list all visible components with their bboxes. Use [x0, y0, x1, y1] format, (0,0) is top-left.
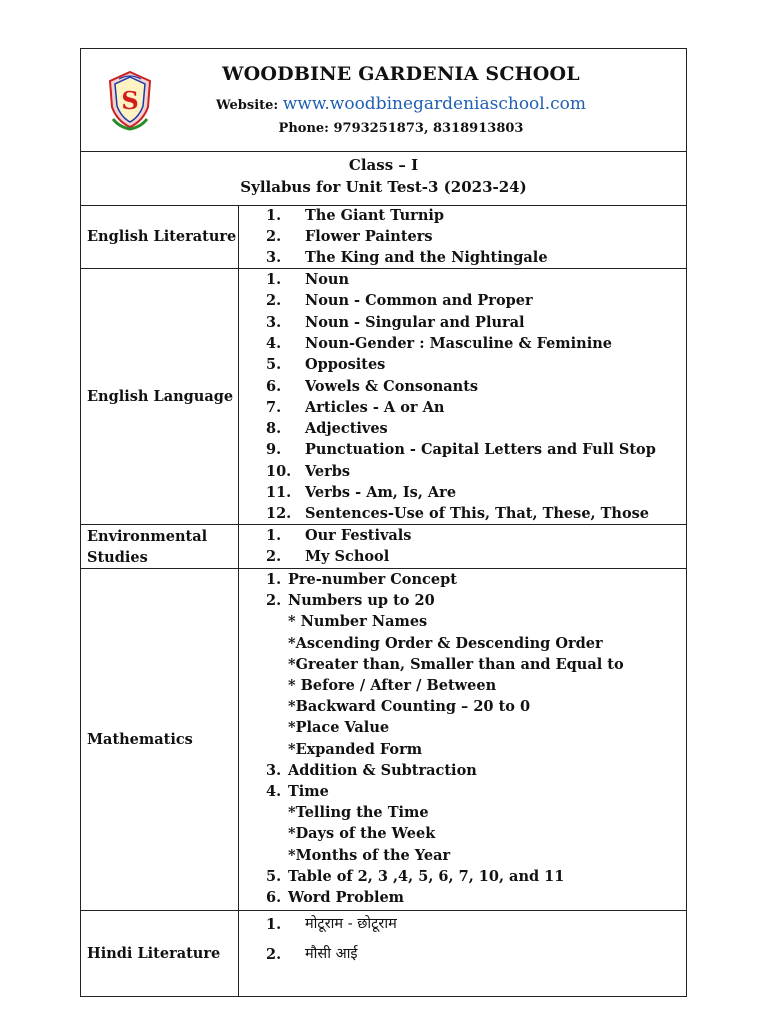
topic-item [239, 461, 686, 482]
topic-item [239, 823, 686, 844]
topic-number: 1. [266, 271, 282, 288]
website-label: Website: [215, 98, 279, 113]
topics-evs [239, 525, 686, 568]
topic-item [239, 482, 686, 503]
topic-text: * Before / After / Between [288, 677, 497, 694]
topic-text: *Place Value [288, 719, 390, 737]
topic-text: My School [305, 548, 390, 565]
school-logo-icon [105, 69, 155, 131]
syllabus-sheet [80, 48, 687, 997]
topic-item [239, 290, 686, 311]
topic-item [239, 503, 686, 524]
topics-english-literature [239, 205, 686, 268]
topic-text: Vowels & Consonants [305, 377, 479, 395]
topic-number: 5. [266, 356, 282, 374]
topic-number: 8. [266, 420, 282, 438]
topic-item [239, 333, 686, 354]
topic-text: Articles - A or An [305, 398, 445, 416]
topic-text: Our Festivals [305, 527, 412, 544]
topic-text: Word Problem [288, 889, 405, 906]
topic-text: मोटूराम - छोटूराम [305, 916, 397, 932]
topic-item [239, 845, 686, 866]
topic-number: 1. [266, 916, 282, 933]
topic-item [239, 675, 686, 696]
topic-text: Adjectives [305, 420, 388, 438]
topic-item [239, 696, 686, 717]
topic-number: 12. [266, 505, 292, 523]
row-english-language [81, 269, 686, 525]
topic-text: *Days of the Week [288, 825, 436, 843]
topic-item [239, 760, 686, 781]
topic-item [239, 781, 686, 802]
topic-item [239, 525, 686, 546]
topics-mathematics [239, 569, 686, 910]
topic-text: Punctuation - Capital Letters and Full Stop [305, 441, 656, 459]
phone-numbers: Phone: 9793251873, 8318913803 [278, 121, 524, 136]
topic-item [239, 654, 686, 675]
subject-mathematics: Mathematics [81, 569, 239, 910]
topic-number: 1. [266, 571, 282, 588]
topic-text: The Giant Turnip [305, 207, 445, 224]
topic-item [239, 739, 686, 760]
topic-text: *Months of the Year [288, 846, 451, 864]
topic-text: Flower Painters [305, 228, 433, 245]
topic-text: * Number Names [288, 613, 428, 631]
row-hindi-literature [81, 911, 686, 996]
topic-item [239, 312, 686, 333]
subject-evs: Environmental Studies [81, 525, 239, 568]
topic-number: 4. [266, 334, 282, 352]
topic-text: Addition & Subtraction [288, 761, 477, 779]
topic-item [239, 205, 686, 226]
topics-english-language [239, 269, 686, 524]
topic-number: 2. [266, 292, 282, 310]
topic-item [239, 247, 686, 268]
topic-item [239, 397, 686, 418]
topic-text: Sentences-Use of This, That, These, Those [305, 505, 650, 523]
topic-number: 7. [266, 398, 282, 416]
topic-text: Time [288, 783, 329, 800]
topic-number: 6. [266, 377, 282, 395]
topic-item [239, 569, 686, 590]
topic-number: 3. [266, 313, 282, 331]
topic-text: *Telling the Time [288, 804, 429, 822]
topic-number: 3. [266, 249, 282, 266]
topic-item [239, 590, 686, 611]
row-mathematics [81, 569, 686, 911]
topic-item [239, 944, 686, 965]
topic-item [239, 802, 686, 823]
topic-number: 10. [266, 462, 292, 480]
topic-text: *Ascending Order & Descending Order [288, 634, 603, 652]
class-name: Class – I [348, 156, 419, 174]
row-english-literature [81, 205, 686, 269]
topic-text: Noun [305, 271, 350, 288]
topic-item [239, 418, 686, 439]
topic-text: Verbs [305, 462, 351, 480]
topic-number: 2. [266, 228, 282, 245]
topic-text: Numbers up to 20 [288, 592, 435, 610]
topic-item [239, 439, 686, 460]
topic-number: 4. [266, 783, 282, 800]
topic-text: Noun-Gender : Masculine & Feminine [305, 334, 612, 352]
school-name: WOODBINE GARDENIA SCHOOL [222, 63, 580, 85]
topic-item [239, 914, 686, 935]
topic-number: 1. [266, 527, 282, 544]
topic-item [239, 611, 686, 632]
topic-item [239, 226, 686, 247]
website-line [181, 94, 621, 114]
syllabus-title: Syllabus for Unit Test-3 (2023-24) [240, 178, 527, 196]
website-link[interactable]: www.woodbinegardeniaschool.com [282, 94, 587, 114]
topic-item [239, 633, 686, 654]
subject-hindi-literature: Hindi Literature [81, 911, 239, 996]
topic-item [239, 887, 686, 908]
topic-text: मौसी आई [305, 946, 358, 962]
topic-number: 5. [266, 867, 282, 885]
topic-text: Noun - Common and Proper [305, 292, 533, 310]
topic-item [239, 546, 686, 567]
subject-english-language: English Language [81, 269, 239, 524]
topic-number: 11. [266, 484, 292, 501]
topic-number: 9. [266, 441, 282, 459]
school-header [81, 49, 686, 152]
topic-text: *Greater than, Smaller than and Equal to [288, 655, 624, 673]
row-evs [81, 525, 686, 569]
topic-number: 2. [266, 946, 282, 963]
topic-number: 2. [266, 548, 282, 565]
topic-text: Table of 2, 3 ,4, 5, 6, 7, 10, and 11 [288, 867, 565, 885]
topic-item [239, 866, 686, 887]
topic-text: *Expanded Form [288, 740, 423, 758]
topics-hindi-literature [239, 911, 686, 996]
topic-item [239, 717, 686, 738]
topic-text: *Backward Counting – 20 to 0 [288, 698, 531, 716]
topic-text: Verbs - Am, Is, Are [305, 484, 457, 501]
topic-text: Pre-number Concept [288, 571, 457, 588]
topic-text: The King and the Nightingale [305, 249, 548, 266]
topic-item [239, 354, 686, 375]
topic-number: 2. [266, 592, 282, 610]
topic-text: Noun - Singular and Plural [305, 313, 525, 331]
topic-number: 3. [266, 761, 282, 779]
subject-english-literature: English Literature [81, 205, 239, 268]
class-title-row [81, 151, 686, 206]
topic-text: Opposites [305, 356, 386, 374]
topic-item [239, 376, 686, 397]
topic-number: 6. [266, 889, 282, 906]
topic-item [239, 269, 686, 290]
svg-text:S: S [121, 86, 139, 115]
topic-number: 1. [266, 207, 282, 224]
